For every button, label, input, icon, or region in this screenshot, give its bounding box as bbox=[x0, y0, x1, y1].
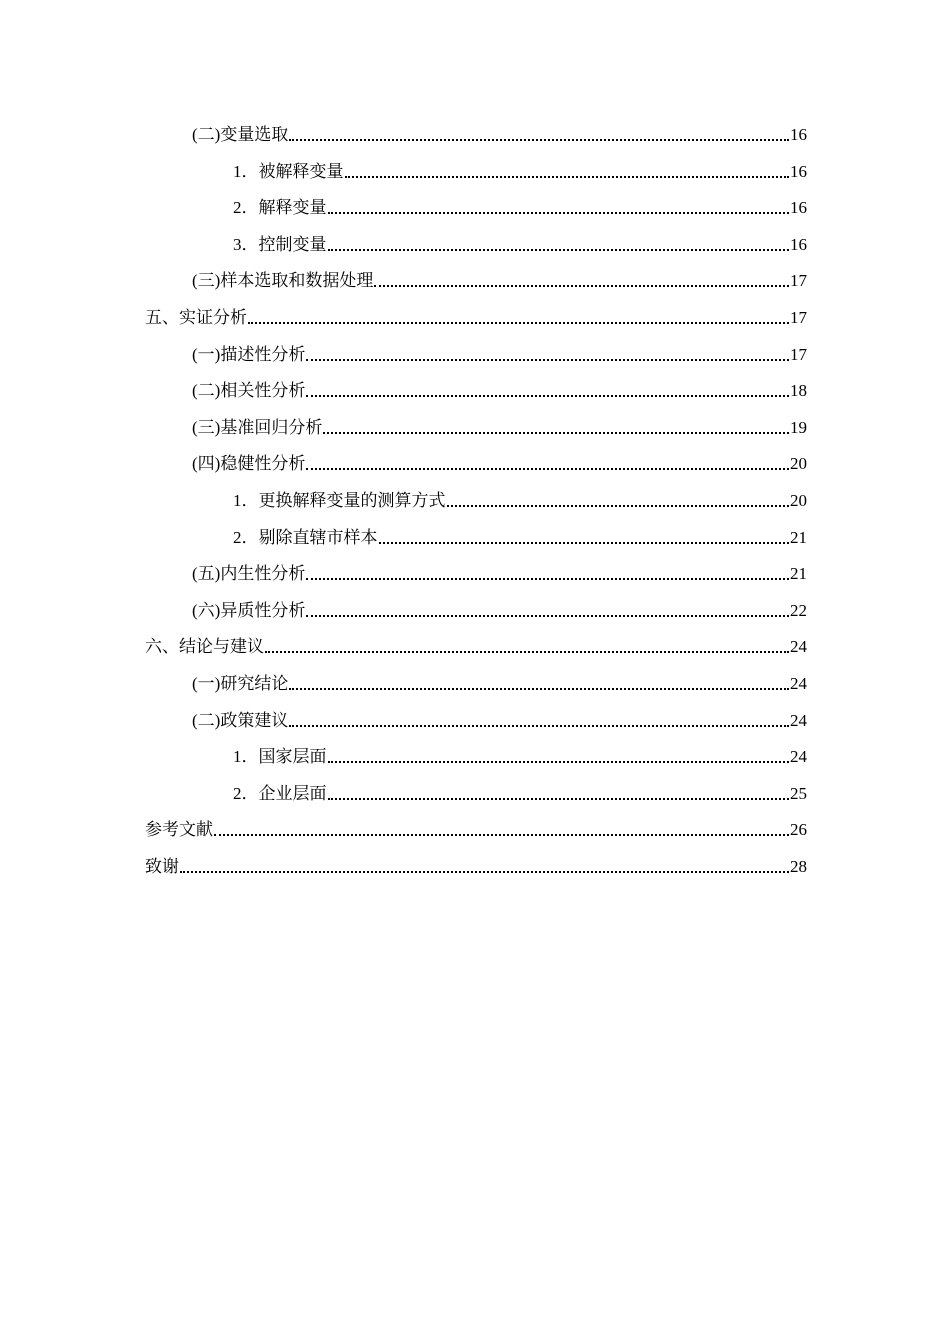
toc-entry-title: (一)研究结论 bbox=[192, 674, 289, 693]
toc-entry[interactable] bbox=[192, 330, 807, 366]
toc-entry-page-number: 24 bbox=[790, 674, 807, 693]
toc-entry-title: 五、实证分析 bbox=[145, 308, 247, 327]
toc-entry[interactable] bbox=[145, 293, 807, 329]
toc-entry-title: 2．解释变量 bbox=[233, 198, 327, 218]
toc-entry-page-number: 18 bbox=[790, 381, 807, 401]
toc-entry-title: 3．控制变量 bbox=[233, 234, 327, 254]
toc-entry[interactable] bbox=[233, 183, 807, 219]
toc-entry-page-number: 21 bbox=[790, 527, 807, 547]
toc-dot-leader bbox=[447, 505, 790, 507]
toc-entry[interactable] bbox=[233, 732, 807, 768]
toc-entry[interactable] bbox=[192, 586, 807, 622]
toc-entry[interactable] bbox=[145, 622, 807, 658]
toc-entry-page-number: 24 bbox=[790, 637, 807, 657]
toc-entry-page-number: 17 bbox=[790, 308, 807, 327]
toc-entry[interactable] bbox=[145, 842, 807, 878]
toc-entry-title: 1．更换解释变量的测算方式 bbox=[233, 491, 446, 510]
toc-entry[interactable] bbox=[192, 696, 807, 732]
toc-entry[interactable] bbox=[192, 110, 807, 146]
toc-entry-page-number: 28 bbox=[790, 857, 807, 876]
toc-entry-title: 六、结论与建议 bbox=[145, 637, 264, 657]
toc-entry[interactable] bbox=[192, 366, 807, 402]
toc-entry[interactable] bbox=[145, 805, 807, 841]
toc-entry[interactable] bbox=[192, 659, 807, 695]
toc-entry-title: (三)样本选取和数据处理 bbox=[192, 271, 374, 291]
toc-entry[interactable] bbox=[233, 769, 807, 805]
toc-entry-page-number: 24 bbox=[790, 710, 807, 730]
toc-dot-leader bbox=[306, 359, 789, 361]
toc-entry-title: (三)基准回归分析 bbox=[192, 417, 323, 437]
toc-dot-leader bbox=[248, 322, 789, 324]
toc-dot-leader bbox=[328, 249, 790, 251]
toc-entry[interactable] bbox=[233, 513, 807, 549]
toc-entry-title: (一)描述性分析 bbox=[192, 344, 306, 364]
toc-entry-title: 1．国家层面 bbox=[233, 747, 327, 767]
toc-dot-leader bbox=[289, 725, 789, 727]
toc-entry-page-number: 21 bbox=[790, 564, 807, 584]
toc-entry[interactable] bbox=[233, 220, 807, 256]
toc-entry[interactable] bbox=[192, 439, 807, 475]
toc-dot-leader bbox=[328, 761, 790, 763]
toc-entry-page-number: 17 bbox=[790, 271, 807, 291]
toc-entry-page-number: 17 bbox=[790, 344, 807, 364]
toc-entry-title: (四)稳健性分析 bbox=[192, 454, 306, 474]
toc-entry-page-number: 25 bbox=[790, 783, 807, 803]
toc-entry-title: (六)异质性分析 bbox=[192, 600, 306, 620]
toc-entry-title: 2．剔除直辖市样本 bbox=[233, 527, 378, 547]
toc-dot-leader bbox=[289, 688, 789, 690]
toc-entry-title: (二)政策建议 bbox=[192, 710, 289, 730]
toc-entry-page-number: 16 bbox=[790, 161, 807, 181]
toc-dot-leader bbox=[374, 285, 789, 287]
toc-dot-leader bbox=[306, 395, 789, 397]
toc-entry-title: 参考文献 bbox=[145, 820, 213, 840]
toc-dot-leader bbox=[345, 176, 790, 178]
toc-dot-leader bbox=[328, 798, 790, 800]
toc-entry-page-number: 16 bbox=[790, 234, 807, 254]
toc-dot-leader bbox=[379, 542, 790, 544]
toc-entry-title: (五)内生性分析 bbox=[192, 564, 306, 584]
toc-entry[interactable] bbox=[233, 476, 807, 512]
toc-entry-page-number: 20 bbox=[790, 454, 807, 474]
toc-entry-title: (二)相关性分析 bbox=[192, 381, 306, 401]
toc-entry-title: (二)变量选取 bbox=[192, 125, 289, 144]
toc-entry-page-number: 16 bbox=[790, 198, 807, 218]
toc-entry-page-number: 24 bbox=[790, 747, 807, 767]
toc-dot-leader bbox=[323, 432, 789, 434]
toc-entry-page-number: 16 bbox=[790, 125, 807, 144]
toc-entry[interactable] bbox=[233, 147, 807, 183]
toc-entry[interactable] bbox=[192, 403, 807, 439]
toc-dot-leader bbox=[306, 578, 789, 580]
toc-entry-page-number: 22 bbox=[790, 600, 807, 620]
toc-dot-leader bbox=[306, 615, 789, 617]
toc-entry-page-number: 20 bbox=[790, 491, 807, 510]
toc-entry-title: 致谢 bbox=[145, 857, 179, 876]
toc-entry-page-number: 19 bbox=[790, 417, 807, 437]
toc-entry[interactable] bbox=[192, 256, 807, 292]
toc-entry-page-number: 26 bbox=[790, 820, 807, 840]
toc-dot-leader bbox=[214, 834, 789, 836]
toc-dot-leader bbox=[306, 468, 789, 470]
toc-entry-title: 1．被解释变量 bbox=[233, 161, 344, 181]
toc-dot-leader bbox=[180, 871, 789, 873]
toc-entry[interactable] bbox=[192, 549, 807, 585]
toc-entry-title: 2．企业层面 bbox=[233, 783, 327, 803]
toc-dot-leader bbox=[265, 651, 789, 653]
toc-dot-leader bbox=[289, 139, 789, 141]
toc-dot-leader bbox=[328, 212, 790, 214]
